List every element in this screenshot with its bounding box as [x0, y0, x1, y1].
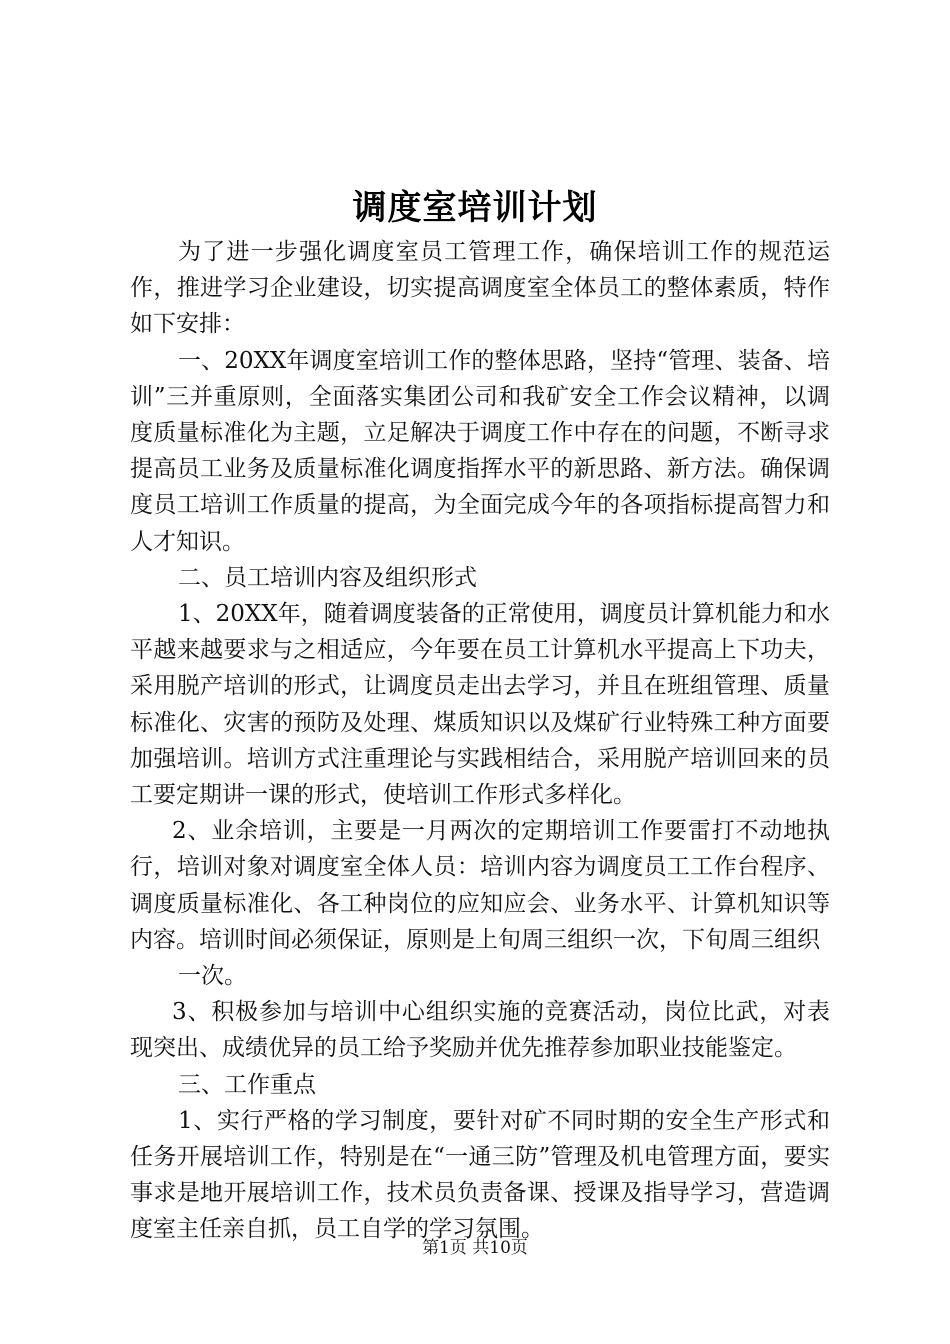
document-title: 调度室培训计划 [352, 188, 598, 228]
heading-section-2: 二、员工培训内容及组织形式 [178, 564, 477, 591]
document-body [130, 234, 830, 1248]
paragraph-intro: 为了进一步强化调度室员工管理工作，确保培训工作的规范运作，推进学习企业建设，切实提高调度室全体员工的整体素质，特作如下安排： [130, 239, 830, 338]
paragraph-item-2-3: 3、积极参加与培训中心组织实施的竞赛活动，岗位比武，对表现突出、成绩优异的员工给予奖励并优先推荐参加职业技能鉴定。 [130, 999, 830, 1062]
heading-section-3: 三、工作重点 [178, 1071, 316, 1098]
paragraph-item-2-2: 2、业余培训，主要是一月两次的定期培训工作要雷打不动地执行，培训对象对调度室全体人员：培训内容为调度员工工作台程序、调度质量标准化、各工种岗位的应知应会、业务水平、计算机知识等内容。培训时间必须保证，原则是上旬周三组织一次，下旬周三组织 [130, 818, 830, 953]
paragraph-item-2-2-continued: 一次。 [178, 963, 247, 990]
paragraph-section-1: 一、20XX年调度室培训工作的整体思路，坚持“管理、装备、培训”三并重原则，全面落实集团公司和我矿安全工作会议精神，以调度质量标准化为主题，立足解决于调度工作中存在的问题，不断寻求提高员工业务及质量标准化调度指挥水平的新思路、新方法。确保调度员工培训工作质量的提高，为全面完成今年的各项指标提高智力和人才知识。 [130, 347, 830, 555]
page-number-footer: 第1页 共10页 [422, 1238, 528, 1258]
paragraph-item-2-1: 1、20XX年，随着调度装备的正常使用，调度员计算机能力和水平越来越要求与之相适应，今年要在员工计算机水平提高上下功夫，采用脱产培训的形式，让调度员走出去学习，并且在班组管理、质量标准化、灾害的预防及处理、煤质知识以及煤矿行业特殊工种方面要加强培训。培训方式注重理论与实践相结合，采用脱产培训回来的员工要定期讲一课的形式，使培训工作形式多样化。 [130, 601, 830, 809]
paragraph-item-3-1: 1、实行严格的学习制度，要针对矿不同时期的安全生产形式和任务开展培训工作，特别是在“一通三防”管理及机电管理方面，要实事求是地开展培训工作，技术员负责备课、授课及指导学习，营造调度室主任亲自抓，员工自学的学习氛围。 [130, 1107, 830, 1243]
